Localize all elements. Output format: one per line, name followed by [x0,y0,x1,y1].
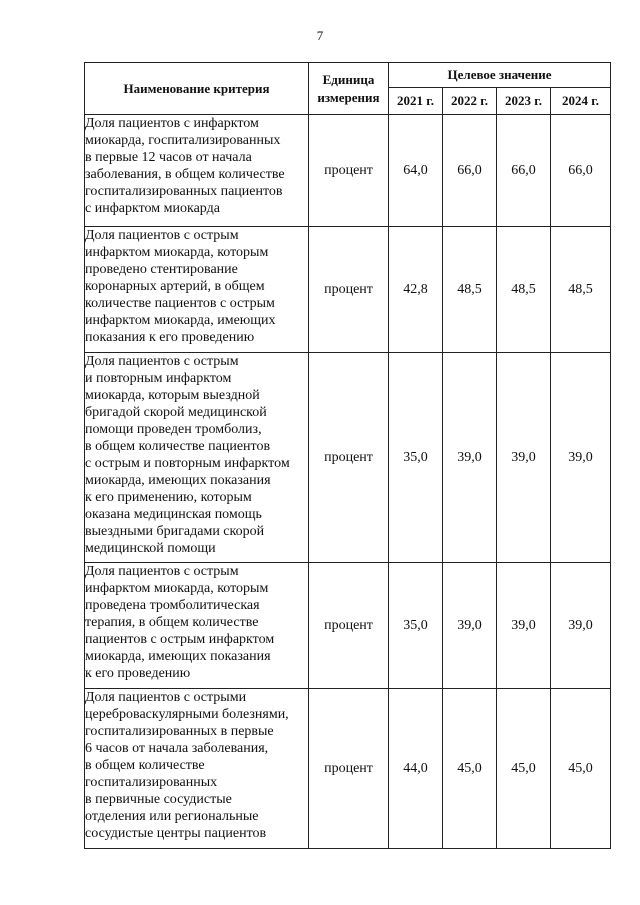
value-2021: 44,0 [389,689,443,849]
header-row [85,63,611,88]
criterion-line: госпитализированных [85,775,218,790]
criterion-line: к его проведению [85,666,191,681]
unit-cell: процент [309,563,389,689]
year-header-2021: 2021 г. [389,88,443,115]
criterion-line: Доля пациентов с острым [85,354,239,369]
table-row [85,353,611,563]
unit-cell: процент [309,115,389,227]
criterion-line: медицинской помощи [85,541,216,556]
unit-cell: процент [309,689,389,849]
criterion-name-header: Наименование критерия [85,63,309,115]
criterion-text [85,227,309,353]
value-2023: 66,0 [497,115,551,227]
criteria-table [84,62,611,849]
criterion-line: в первые 12 часов от начала [85,150,252,165]
value-2021: 42,8 [389,227,443,353]
year-header-2024: 2024 г. [551,88,611,115]
criterion-line: показания к его проведению [85,330,255,345]
criterion-line: Доля пациентов с острыми [85,690,247,705]
target-value-header: Целевое значение [389,63,611,88]
criterion-line: в общем количестве [85,758,205,773]
criterion-line: с острым и повторным инфарктом [85,456,290,471]
value-2023: 48,5 [497,227,551,353]
criterion-line: Доля пациентов с острым [85,228,239,243]
value-2022: 66,0 [443,115,497,227]
value-2022: 39,0 [443,563,497,689]
unit-header-line2: измерения [317,89,380,105]
value-2022: 45,0 [443,689,497,849]
value-2023: 39,0 [497,563,551,689]
table-row [85,227,611,353]
value-2024: 66,0 [551,115,611,227]
value-2022: 48,5 [443,227,497,353]
criterion-line: помощи проведен тромболиз, [85,422,262,437]
criterion-text [85,115,309,227]
criterion-line: инфарктом миокарда, имеющих [85,313,276,328]
value-2024: 39,0 [551,563,611,689]
criterion-line: выездными бригадами скорой [85,524,265,539]
criterion-line: цереброваскулярными болезнями, [85,707,289,722]
value-2023: 45,0 [497,689,551,849]
table-row [85,563,611,689]
unit-header [309,63,389,115]
value-2022: 39,0 [443,353,497,563]
criterion-line: проведена тромболитическая [85,598,260,613]
criterion-line: терапия, в общем количестве [85,615,259,630]
criterion-line: Доля пациентов с инфарктом [85,116,259,131]
criterion-line: к его применению, которым [85,490,252,505]
criterion-line: миокарда, госпитализированных [85,133,281,148]
criterion-line: Доля пациентов с острым [85,564,239,579]
unit-header-line1: Единица [322,71,375,87]
unit-cell: процент [309,227,389,353]
criterion-line: 6 часов от начала заболевания, [85,741,269,756]
table-row [85,689,611,849]
criterion-line: и повторным инфарктом [85,371,232,386]
criterion-line: миокарда, имеющих показания [85,473,271,488]
criterion-line: госпитализированных пациентов [85,184,283,199]
criterion-line: сосудистые центры пациентов [85,826,267,841]
value-2024: 45,0 [551,689,611,849]
value-2024: 39,0 [551,353,611,563]
criterion-text [85,689,309,849]
value-2021: 35,0 [389,563,443,689]
criterion-line: количестве пациентов с острым [85,296,275,311]
criterion-line: с инфарктом миокарда [85,201,220,216]
criterion-line: миокарда, которым выездной [85,388,260,403]
criterion-line: в общем количестве пациентов [85,439,271,454]
value-2023: 39,0 [497,353,551,563]
year-header-2023: 2023 г. [497,88,551,115]
criterion-line: инфарктом миокарда, которым [85,245,269,260]
criterion-line: коронарных артерий, в общем [85,279,265,294]
criterion-line: пациентов с острым инфарктом [85,632,275,647]
criterion-line: госпитализированных в первые [85,724,274,739]
criterion-line: инфарктом миокарда, которым [85,581,269,596]
year-header-2022: 2022 г. [443,88,497,115]
value-2024: 48,5 [551,227,611,353]
criterion-text [85,563,309,689]
criterion-line: заболевания, в общем количестве [85,167,285,182]
criterion-line: бригадой скорой медицинской [85,405,267,420]
unit-cell: процент [309,353,389,563]
criterion-line: проведено стентирование [85,262,238,277]
value-2021: 35,0 [389,353,443,563]
criterion-text [85,353,309,563]
criterion-line: оказана медицинская помощь [85,507,262,522]
table-row [85,115,611,227]
value-2021: 64,0 [389,115,443,227]
page-number: 7 [316,28,324,43]
criterion-line: в первичные сосудистые [85,792,232,807]
criterion-line: отделения или региональные [85,809,259,824]
criterion-line: миокарда, имеющих показания [85,649,271,664]
